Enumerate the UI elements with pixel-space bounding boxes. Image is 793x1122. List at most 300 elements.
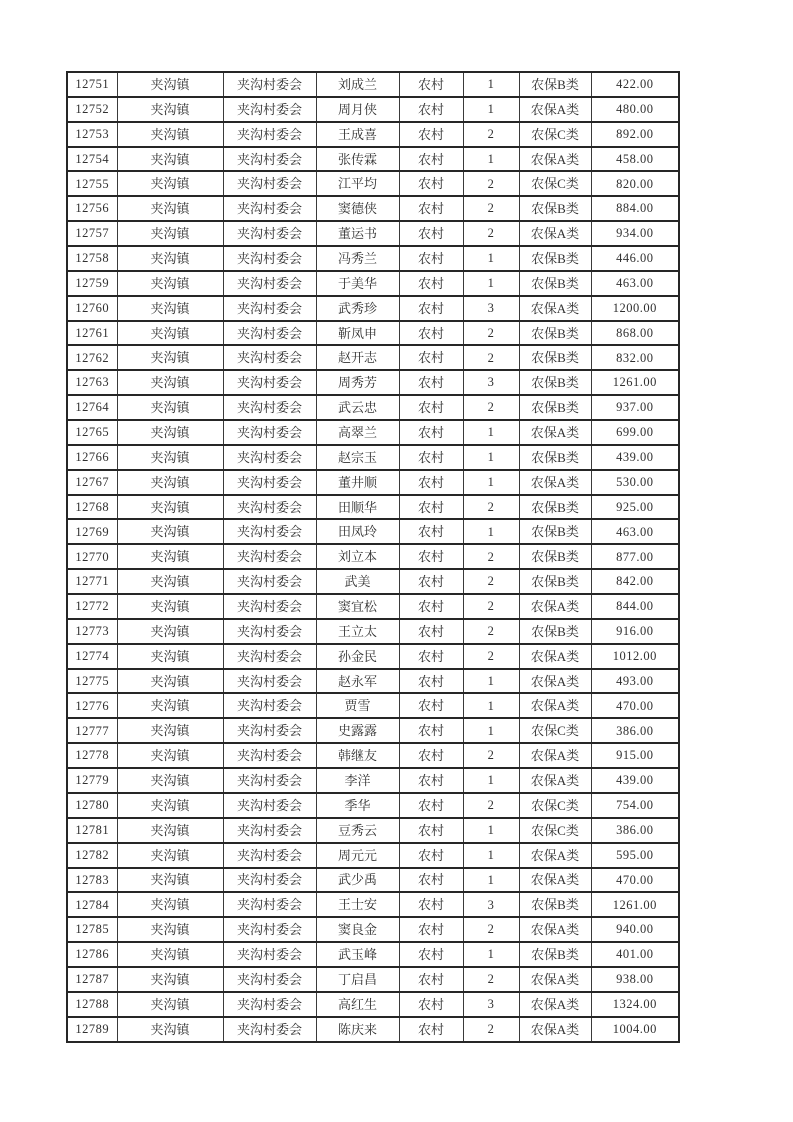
cell-amount: 877.00 — [591, 544, 679, 569]
cell-insurance_category: 农保A类 — [519, 1017, 591, 1042]
cell-insurance_category: 农保A类 — [519, 296, 591, 321]
cell-serial_no: 12779 — [67, 768, 117, 793]
cell-amount: 925.00 — [591, 495, 679, 520]
cell-amount: 401.00 — [591, 942, 679, 967]
cell-insurance_category: 农保B类 — [519, 395, 591, 420]
table-row — [67, 818, 679, 843]
table-row — [67, 445, 679, 470]
cell-person_name: 张传霖 — [316, 147, 399, 172]
cell-residence_type: 农村 — [399, 892, 463, 917]
table-row — [67, 967, 679, 992]
cell-town: 夹沟镇 — [117, 669, 223, 694]
table-row — [67, 544, 679, 569]
cell-residence_type: 农村 — [399, 992, 463, 1017]
cell-town: 夹沟镇 — [117, 594, 223, 619]
cell-village_committee: 夹沟村委会 — [223, 992, 316, 1017]
cell-person_name: 武云忠 — [316, 395, 399, 420]
cell-town: 夹沟镇 — [117, 296, 223, 321]
cell-insurance_category: 农保A类 — [519, 992, 591, 1017]
cell-village_committee: 夹沟村委会 — [223, 470, 316, 495]
cell-person_count: 1 — [463, 843, 519, 868]
cell-residence_type: 农村 — [399, 693, 463, 718]
cell-residence_type: 农村 — [399, 644, 463, 669]
cell-serial_no: 12782 — [67, 843, 117, 868]
cell-residence_type: 农村 — [399, 718, 463, 743]
cell-amount: 940.00 — [591, 917, 679, 942]
table-row — [67, 122, 679, 147]
cell-person_count: 3 — [463, 892, 519, 917]
cell-amount: 1012.00 — [591, 644, 679, 669]
cell-town: 夹沟镇 — [117, 221, 223, 246]
cell-person_count: 2 — [463, 594, 519, 619]
cell-person_count: 1 — [463, 97, 519, 122]
cell-person_name: 王士安 — [316, 892, 399, 917]
cell-village_committee: 夹沟村委会 — [223, 917, 316, 942]
cell-village_committee: 夹沟村委会 — [223, 544, 316, 569]
cell-amount: 892.00 — [591, 122, 679, 147]
cell-person_name: 周秀芳 — [316, 370, 399, 395]
cell-serial_no: 12787 — [67, 967, 117, 992]
table-body — [67, 72, 679, 1042]
cell-residence_type: 农村 — [399, 519, 463, 544]
cell-amount: 446.00 — [591, 246, 679, 271]
cell-person_name: 武玉峰 — [316, 942, 399, 967]
table-row — [67, 942, 679, 967]
cell-town: 夹沟镇 — [117, 818, 223, 843]
cell-village_committee: 夹沟村委会 — [223, 370, 316, 395]
cell-residence_type: 农村 — [399, 743, 463, 768]
cell-town: 夹沟镇 — [117, 370, 223, 395]
cell-serial_no: 12752 — [67, 97, 117, 122]
cell-town: 夹沟镇 — [117, 967, 223, 992]
cell-amount: 934.00 — [591, 221, 679, 246]
cell-insurance_category: 农保A类 — [519, 843, 591, 868]
cell-insurance_category: 农保C类 — [519, 793, 591, 818]
cell-insurance_category: 农保A类 — [519, 768, 591, 793]
cell-village_committee: 夹沟村委会 — [223, 967, 316, 992]
cell-insurance_category: 农保A类 — [519, 967, 591, 992]
table-row — [67, 246, 679, 271]
cell-person_name: 江平均 — [316, 171, 399, 196]
cell-person_name: 武少禹 — [316, 868, 399, 893]
cell-insurance_category: 农保C类 — [519, 818, 591, 843]
cell-town: 夹沟镇 — [117, 992, 223, 1017]
cell-residence_type: 农村 — [399, 818, 463, 843]
table-row — [67, 718, 679, 743]
cell-person_count: 3 — [463, 370, 519, 395]
cell-town: 夹沟镇 — [117, 122, 223, 147]
cell-village_committee: 夹沟村委会 — [223, 72, 316, 97]
cell-person_count: 1 — [463, 768, 519, 793]
cell-amount: 530.00 — [591, 470, 679, 495]
cell-village_committee: 夹沟村委会 — [223, 594, 316, 619]
cell-insurance_category: 农保A类 — [519, 644, 591, 669]
cell-person_count: 1 — [463, 693, 519, 718]
cell-person_count: 1 — [463, 147, 519, 172]
cell-residence_type: 农村 — [399, 147, 463, 172]
cell-town: 夹沟镇 — [117, 196, 223, 221]
cell-person_name: 李洋 — [316, 768, 399, 793]
cell-village_committee: 夹沟村委会 — [223, 644, 316, 669]
table-row — [67, 594, 679, 619]
cell-serial_no: 12762 — [67, 345, 117, 370]
cell-person_count: 2 — [463, 544, 519, 569]
cell-residence_type: 农村 — [399, 246, 463, 271]
table-row — [67, 569, 679, 594]
cell-insurance_category: 农保A类 — [519, 470, 591, 495]
cell-serial_no: 12763 — [67, 370, 117, 395]
cell-serial_no: 12783 — [67, 868, 117, 893]
cell-person_count: 2 — [463, 221, 519, 246]
cell-serial_no: 12774 — [67, 644, 117, 669]
cell-residence_type: 农村 — [399, 221, 463, 246]
cell-amount: 842.00 — [591, 569, 679, 594]
table-row — [67, 669, 679, 694]
cell-residence_type: 农村 — [399, 470, 463, 495]
cell-town: 夹沟镇 — [117, 892, 223, 917]
cell-person_name: 周元元 — [316, 843, 399, 868]
cell-person_count: 2 — [463, 321, 519, 346]
cell-amount: 699.00 — [591, 420, 679, 445]
cell-insurance_category: 农保B类 — [519, 619, 591, 644]
cell-village_committee: 夹沟村委会 — [223, 420, 316, 445]
table-row — [67, 519, 679, 544]
cell-person_count: 1 — [463, 868, 519, 893]
cell-serial_no: 12758 — [67, 246, 117, 271]
cell-amount: 1261.00 — [591, 892, 679, 917]
cell-residence_type: 农村 — [399, 370, 463, 395]
cell-serial_no: 12789 — [67, 1017, 117, 1042]
cell-amount: 844.00 — [591, 594, 679, 619]
cell-town: 夹沟镇 — [117, 843, 223, 868]
cell-residence_type: 农村 — [399, 296, 463, 321]
cell-town: 夹沟镇 — [117, 743, 223, 768]
cell-person_count: 1 — [463, 420, 519, 445]
cell-residence_type: 农村 — [399, 669, 463, 694]
benefit-roster-table — [66, 71, 680, 1043]
cell-person_count: 2 — [463, 395, 519, 420]
cell-insurance_category: 农保C类 — [519, 122, 591, 147]
cell-town: 夹沟镇 — [117, 271, 223, 296]
table-row — [67, 917, 679, 942]
cell-amount: 458.00 — [591, 147, 679, 172]
cell-insurance_category: 农保C类 — [519, 718, 591, 743]
cell-village_committee: 夹沟村委会 — [223, 669, 316, 694]
cell-residence_type: 农村 — [399, 271, 463, 296]
cell-amount: 820.00 — [591, 171, 679, 196]
cell-person_name: 董运书 — [316, 221, 399, 246]
cell-person_name: 田顺华 — [316, 495, 399, 520]
cell-village_committee: 夹沟村委会 — [223, 395, 316, 420]
cell-residence_type: 农村 — [399, 793, 463, 818]
cell-town: 夹沟镇 — [117, 72, 223, 97]
cell-town: 夹沟镇 — [117, 569, 223, 594]
cell-amount: 493.00 — [591, 669, 679, 694]
cell-residence_type: 农村 — [399, 619, 463, 644]
table-row — [67, 868, 679, 893]
cell-insurance_category: 农保A类 — [519, 221, 591, 246]
cell-village_committee: 夹沟村委会 — [223, 868, 316, 893]
cell-person_count: 2 — [463, 967, 519, 992]
cell-serial_no: 12770 — [67, 544, 117, 569]
cell-residence_type: 农村 — [399, 868, 463, 893]
cell-residence_type: 农村 — [399, 345, 463, 370]
cell-village_committee: 夹沟村委会 — [223, 122, 316, 147]
cell-serial_no: 12754 — [67, 147, 117, 172]
cell-amount: 439.00 — [591, 445, 679, 470]
cell-serial_no: 12764 — [67, 395, 117, 420]
cell-residence_type: 农村 — [399, 72, 463, 97]
cell-serial_no: 12788 — [67, 992, 117, 1017]
cell-serial_no: 12780 — [67, 793, 117, 818]
cell-town: 夹沟镇 — [117, 519, 223, 544]
cell-amount: 595.00 — [591, 843, 679, 868]
cell-amount: 1200.00 — [591, 296, 679, 321]
cell-person_count: 1 — [463, 718, 519, 743]
cell-serial_no: 12772 — [67, 594, 117, 619]
cell-insurance_category: 农保B类 — [519, 370, 591, 395]
cell-serial_no: 12765 — [67, 420, 117, 445]
cell-serial_no: 12784 — [67, 892, 117, 917]
cell-residence_type: 农村 — [399, 1017, 463, 1042]
cell-serial_no: 12751 — [67, 72, 117, 97]
cell-person_name: 刘成兰 — [316, 72, 399, 97]
table-row — [67, 171, 679, 196]
cell-village_committee: 夹沟村委会 — [223, 321, 316, 346]
cell-residence_type: 农村 — [399, 594, 463, 619]
cell-residence_type: 农村 — [399, 420, 463, 445]
cell-insurance_category: 农保B类 — [519, 72, 591, 97]
cell-residence_type: 农村 — [399, 569, 463, 594]
cell-residence_type: 农村 — [399, 445, 463, 470]
cell-residence_type: 农村 — [399, 495, 463, 520]
cell-village_committee: 夹沟村委会 — [223, 892, 316, 917]
cell-serial_no: 12766 — [67, 445, 117, 470]
table-row — [67, 271, 679, 296]
cell-person_name: 窦德侠 — [316, 196, 399, 221]
cell-serial_no: 12768 — [67, 495, 117, 520]
cell-insurance_category: 农保A类 — [519, 917, 591, 942]
cell-person_name: 武秀珍 — [316, 296, 399, 321]
cell-town: 夹沟镇 — [117, 171, 223, 196]
table-row — [67, 992, 679, 1017]
cell-town: 夹沟镇 — [117, 246, 223, 271]
table-row — [67, 892, 679, 917]
cell-town: 夹沟镇 — [117, 693, 223, 718]
cell-person_name: 冯秀兰 — [316, 246, 399, 271]
cell-village_committee: 夹沟村委会 — [223, 147, 316, 172]
cell-town: 夹沟镇 — [117, 793, 223, 818]
cell-serial_no: 12755 — [67, 171, 117, 196]
cell-person_count: 1 — [463, 470, 519, 495]
cell-serial_no: 12759 — [67, 271, 117, 296]
table-row — [67, 296, 679, 321]
cell-amount: 937.00 — [591, 395, 679, 420]
cell-person_name: 孙金民 — [316, 644, 399, 669]
cell-town: 夹沟镇 — [117, 544, 223, 569]
cell-person_name: 豆秀云 — [316, 818, 399, 843]
cell-insurance_category: 农保A类 — [519, 693, 591, 718]
cell-person_count: 2 — [463, 917, 519, 942]
cell-residence_type: 农村 — [399, 544, 463, 569]
table-row — [67, 221, 679, 246]
cell-person_name: 王成喜 — [316, 122, 399, 147]
cell-town: 夹沟镇 — [117, 345, 223, 370]
table-row — [67, 693, 679, 718]
table-row — [67, 97, 679, 122]
cell-person_count: 1 — [463, 942, 519, 967]
cell-village_committee: 夹沟村委会 — [223, 718, 316, 743]
cell-serial_no: 12777 — [67, 718, 117, 743]
cell-serial_no: 12753 — [67, 122, 117, 147]
cell-village_committee: 夹沟村委会 — [223, 221, 316, 246]
cell-amount: 1324.00 — [591, 992, 679, 1017]
cell-person_count: 3 — [463, 296, 519, 321]
cell-person_count: 2 — [463, 743, 519, 768]
cell-person_count: 2 — [463, 495, 519, 520]
cell-amount: 470.00 — [591, 868, 679, 893]
cell-person_count: 2 — [463, 1017, 519, 1042]
cell-person_count: 2 — [463, 171, 519, 196]
cell-serial_no: 12760 — [67, 296, 117, 321]
table-row — [67, 345, 679, 370]
table-row — [67, 495, 679, 520]
table-row — [67, 644, 679, 669]
cell-town: 夹沟镇 — [117, 495, 223, 520]
cell-insurance_category: 农保B类 — [519, 495, 591, 520]
cell-person_name: 高翠兰 — [316, 420, 399, 445]
cell-town: 夹沟镇 — [117, 619, 223, 644]
cell-serial_no: 12776 — [67, 693, 117, 718]
cell-amount: 386.00 — [591, 818, 679, 843]
cell-town: 夹沟镇 — [117, 768, 223, 793]
cell-serial_no: 12771 — [67, 569, 117, 594]
cell-person_count: 1 — [463, 72, 519, 97]
table-row — [67, 843, 679, 868]
cell-village_committee: 夹沟村委会 — [223, 445, 316, 470]
cell-residence_type: 农村 — [399, 967, 463, 992]
cell-residence_type: 农村 — [399, 122, 463, 147]
cell-insurance_category: 农保B类 — [519, 519, 591, 544]
cell-person_name: 季华 — [316, 793, 399, 818]
cell-serial_no: 12769 — [67, 519, 117, 544]
cell-village_committee: 夹沟村委会 — [223, 743, 316, 768]
cell-serial_no: 12786 — [67, 942, 117, 967]
cell-village_committee: 夹沟村委会 — [223, 793, 316, 818]
cell-person_name: 刘立本 — [316, 544, 399, 569]
table-row — [67, 743, 679, 768]
cell-person_count: 1 — [463, 669, 519, 694]
cell-residence_type: 农村 — [399, 196, 463, 221]
cell-serial_no: 12785 — [67, 917, 117, 942]
cell-village_committee: 夹沟村委会 — [223, 1017, 316, 1042]
cell-insurance_category: 农保B类 — [519, 544, 591, 569]
cell-village_committee: 夹沟村委会 — [223, 843, 316, 868]
cell-insurance_category: 农保B类 — [519, 246, 591, 271]
cell-town: 夹沟镇 — [117, 1017, 223, 1042]
cell-insurance_category: 农保A类 — [519, 147, 591, 172]
cell-person_name: 赵永军 — [316, 669, 399, 694]
table-row — [67, 147, 679, 172]
cell-village_committee: 夹沟村委会 — [223, 619, 316, 644]
cell-person_count: 2 — [463, 644, 519, 669]
cell-town: 夹沟镇 — [117, 470, 223, 495]
cell-village_committee: 夹沟村委会 — [223, 519, 316, 544]
cell-person_name: 靳凤申 — [316, 321, 399, 346]
cell-person_name: 于美华 — [316, 271, 399, 296]
cell-residence_type: 农村 — [399, 395, 463, 420]
cell-insurance_category: 农保C类 — [519, 171, 591, 196]
cell-town: 夹沟镇 — [117, 395, 223, 420]
cell-person_count: 2 — [463, 345, 519, 370]
cell-insurance_category: 农保B类 — [519, 321, 591, 346]
cell-person_count: 2 — [463, 122, 519, 147]
cell-insurance_category: 农保B类 — [519, 942, 591, 967]
cell-village_committee: 夹沟村委会 — [223, 495, 316, 520]
cell-residence_type: 农村 — [399, 768, 463, 793]
cell-serial_no: 12778 — [67, 743, 117, 768]
cell-person_count: 1 — [463, 271, 519, 296]
cell-town: 夹沟镇 — [117, 644, 223, 669]
table-row — [67, 793, 679, 818]
cell-amount: 470.00 — [591, 693, 679, 718]
cell-residence_type: 农村 — [399, 843, 463, 868]
cell-person_name: 董井顺 — [316, 470, 399, 495]
cell-person_name: 陈庆来 — [316, 1017, 399, 1042]
cell-person_name: 窦良金 — [316, 917, 399, 942]
cell-insurance_category: 农保B类 — [519, 196, 591, 221]
cell-serial_no: 12756 — [67, 196, 117, 221]
cell-person_count: 1 — [463, 445, 519, 470]
cell-residence_type: 农村 — [399, 171, 463, 196]
cell-amount: 938.00 — [591, 967, 679, 992]
cell-insurance_category: 农保A类 — [519, 669, 591, 694]
cell-serial_no: 12757 — [67, 221, 117, 246]
cell-insurance_category: 农保B类 — [519, 445, 591, 470]
cell-person_name: 赵开志 — [316, 345, 399, 370]
cell-insurance_category: 农保B类 — [519, 271, 591, 296]
cell-person_name: 赵宗玉 — [316, 445, 399, 470]
cell-person_name: 窦宜松 — [316, 594, 399, 619]
cell-person_count: 1 — [463, 246, 519, 271]
cell-town: 夹沟镇 — [117, 718, 223, 743]
cell-village_committee: 夹沟村委会 — [223, 818, 316, 843]
table-row — [67, 470, 679, 495]
cell-town: 夹沟镇 — [117, 321, 223, 346]
table-row — [67, 370, 679, 395]
cell-person_name: 田凤玲 — [316, 519, 399, 544]
table-row — [67, 72, 679, 97]
cell-serial_no: 12775 — [67, 669, 117, 694]
cell-amount: 463.00 — [591, 519, 679, 544]
cell-town: 夹沟镇 — [117, 868, 223, 893]
cell-amount: 915.00 — [591, 743, 679, 768]
cell-person_name: 贾雪 — [316, 693, 399, 718]
cell-person_count: 1 — [463, 519, 519, 544]
cell-serial_no: 12773 — [67, 619, 117, 644]
cell-town: 夹沟镇 — [117, 917, 223, 942]
cell-amount: 480.00 — [591, 97, 679, 122]
cell-person_name: 武美 — [316, 569, 399, 594]
cell-insurance_category: 农保B类 — [519, 892, 591, 917]
cell-village_committee: 夹沟村委会 — [223, 569, 316, 594]
cell-village_committee: 夹沟村委会 — [223, 97, 316, 122]
cell-person_name: 史露露 — [316, 718, 399, 743]
cell-person_count: 2 — [463, 793, 519, 818]
table-row — [67, 768, 679, 793]
cell-town: 夹沟镇 — [117, 420, 223, 445]
table-row — [67, 395, 679, 420]
